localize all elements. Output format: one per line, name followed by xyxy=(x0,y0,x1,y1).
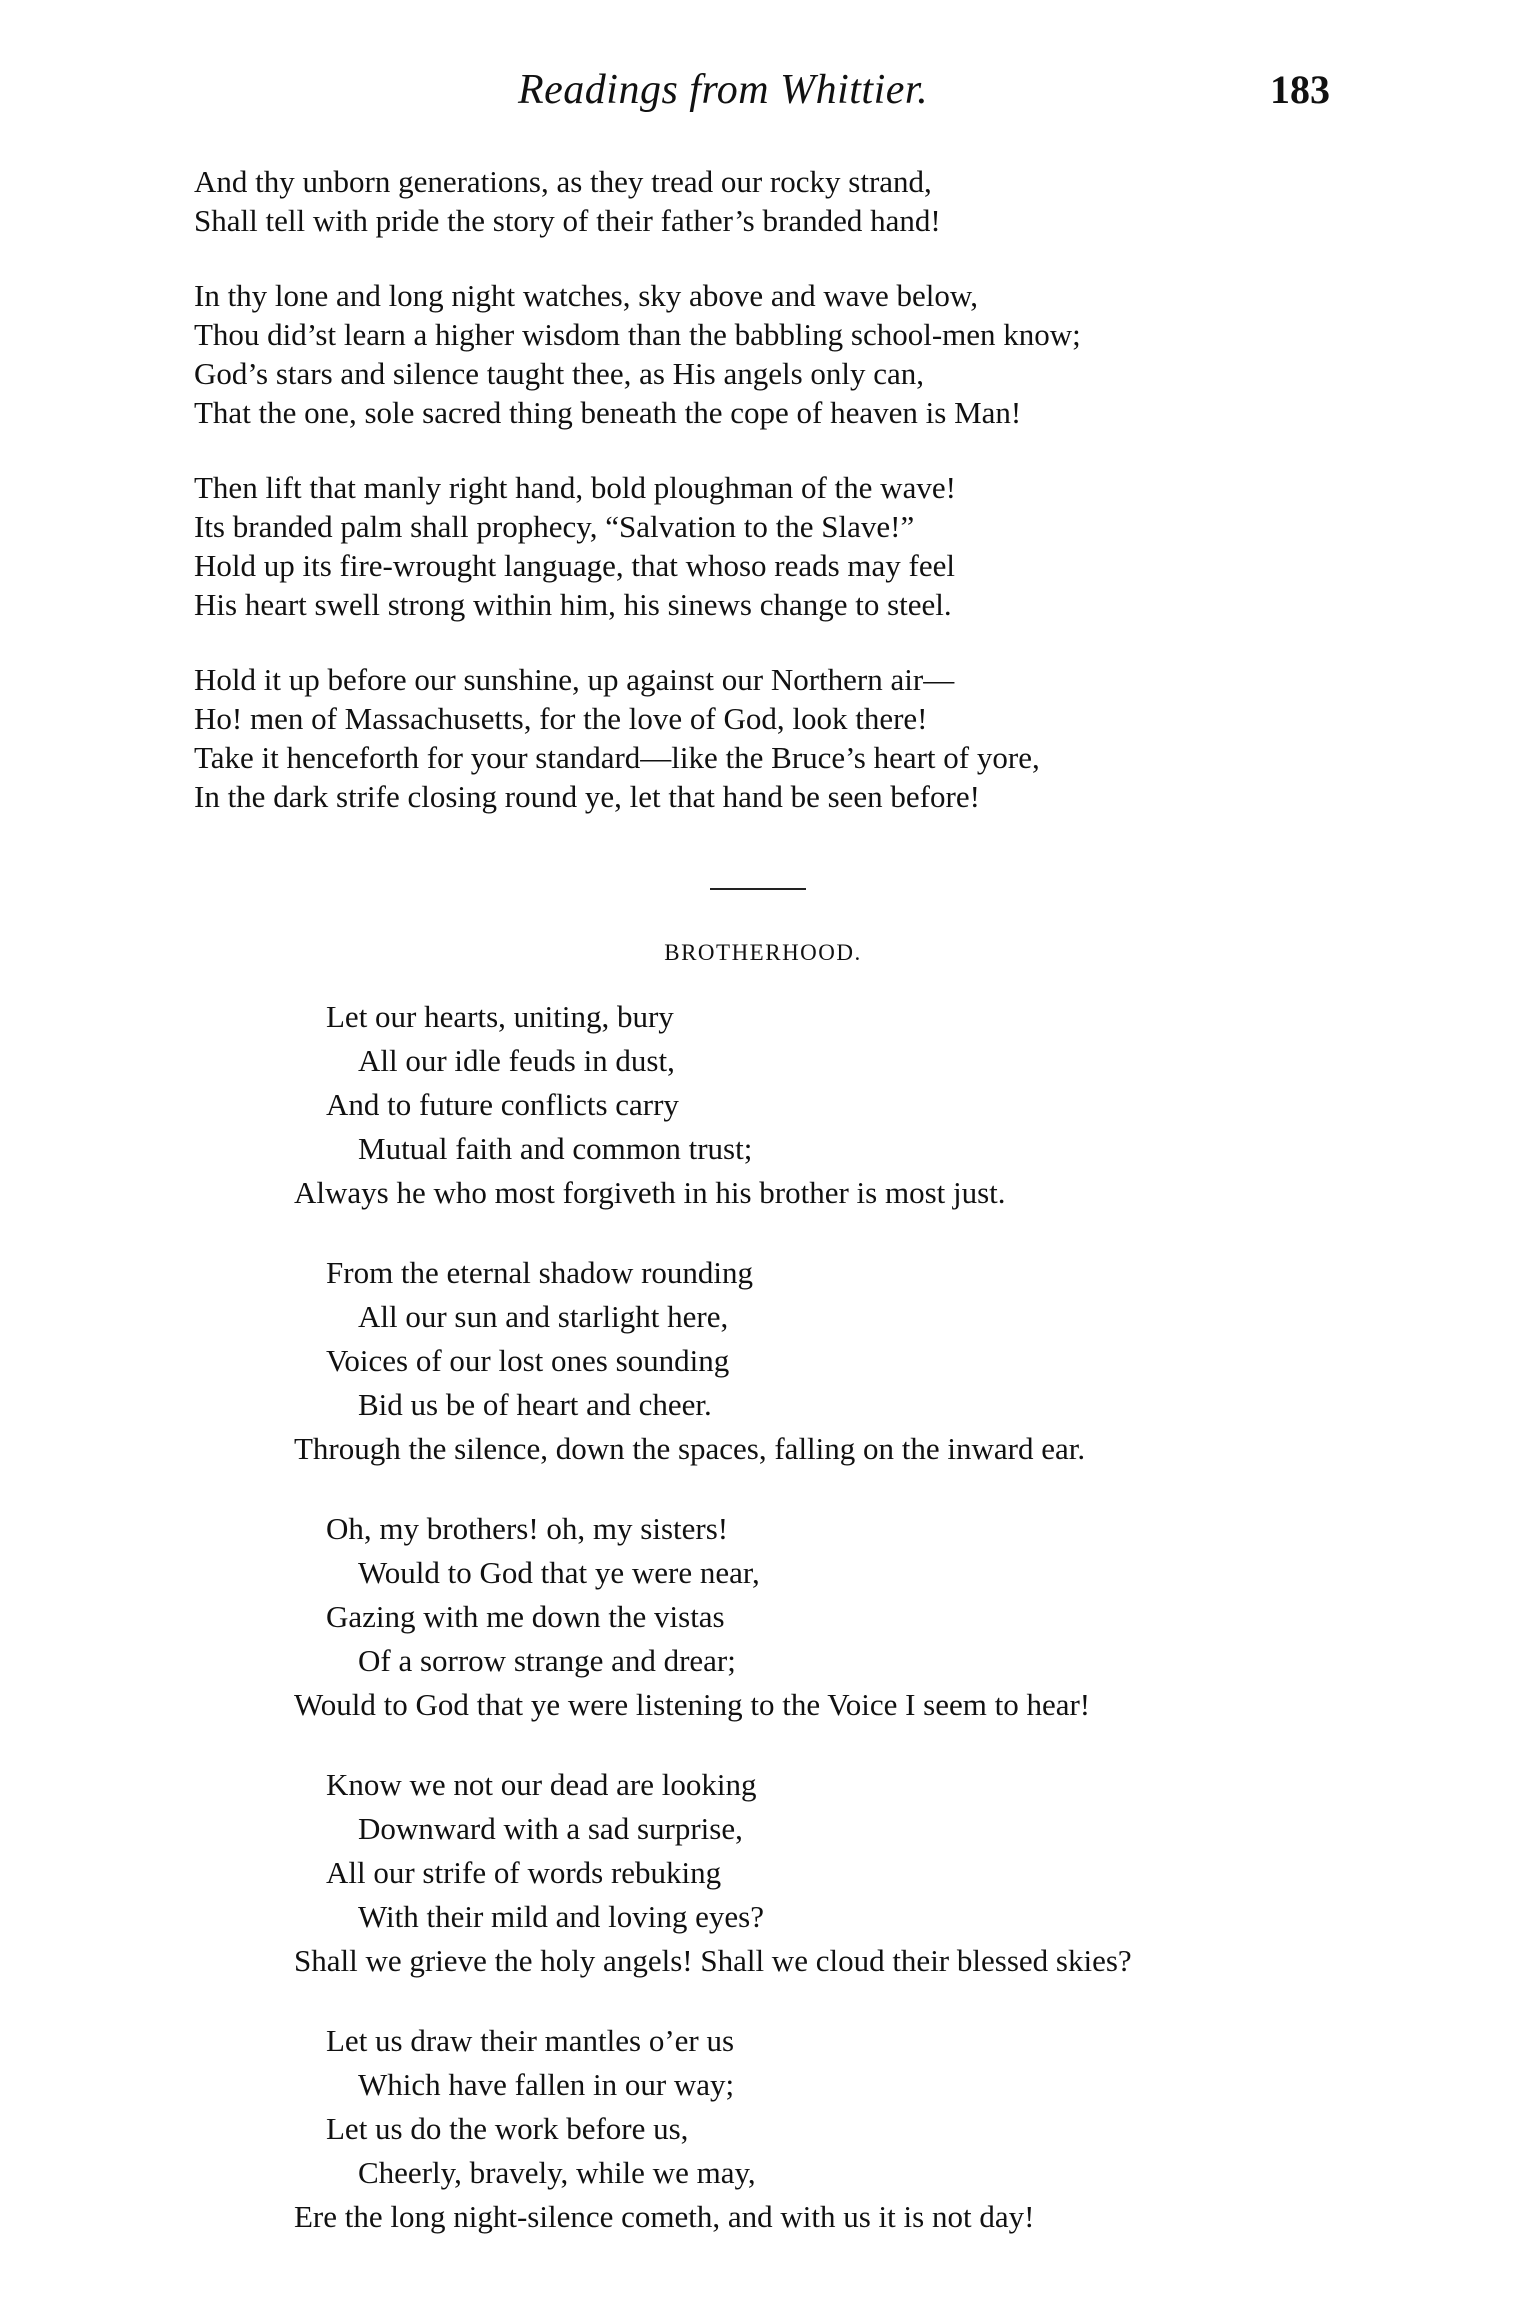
verse-line: Then lift that manly right hand, bold ploughman of the wave! xyxy=(194,470,956,505)
verse-line: Let our hearts, uniting, bury xyxy=(326,999,674,1034)
verse-line: Let us do the work before us, xyxy=(326,2111,689,2146)
verse-line: God’s stars and silence taught thee, as His angels only can, xyxy=(194,356,925,391)
verse-line: That the one, sole sacred thing beneath the cope of heaven is Man! xyxy=(194,395,1022,430)
verse-line: Shall we grieve the holy angels! Shall we cloud their blessed skies? xyxy=(294,1943,1132,1978)
verse-line: In thy lone and long night watches, sky above and wave below, xyxy=(194,278,978,313)
stanza xyxy=(294,1763,1414,1983)
verse-line: And thy unborn generations, as they tread our rocky strand, xyxy=(194,164,932,199)
verse-line: Oh, my brothers! oh, my sisters! xyxy=(326,1511,729,1546)
verse-line: Voices of our lost ones sounding xyxy=(326,1343,730,1378)
verse-line: Bid us be of heart and cheer. xyxy=(358,1387,712,1422)
section-divider xyxy=(710,888,806,890)
verse-line: Would to God that ye were near, xyxy=(358,1555,760,1590)
verse-line: Always he who most forgiveth in his brother is most just. xyxy=(294,1175,1006,1210)
stanza xyxy=(294,1507,1414,1727)
verse-line: In the dark strife closing round ye, let that hand be seen before! xyxy=(194,779,980,814)
verse-line: All our sun and starlight here, xyxy=(358,1299,729,1334)
verse-line: Mutual faith and common trust; xyxy=(358,1131,753,1166)
stanza xyxy=(294,2019,1414,2239)
verse-line: Ere the long night-silence cometh, and with us it is not day! xyxy=(294,2199,1035,2234)
stanza xyxy=(194,162,1354,240)
running-title: Readings from Whittier. xyxy=(518,67,929,113)
verse-line: All our idle feuds in dust, xyxy=(358,1043,675,1078)
page-number: 183 xyxy=(1270,67,1330,112)
verse-line: Let us draw their mantles o’er us xyxy=(326,2023,735,2058)
verse-line: Of a sorrow strange and drear; xyxy=(358,1643,736,1678)
verse-line: His heart swell strong within him, his sinews change to steel. xyxy=(194,587,952,622)
verse-line: Hold it up before our sunshine, up against our Northern air— xyxy=(194,662,955,697)
verse-line: Ho! men of Massachusetts, for the love of God, look there! xyxy=(194,701,928,736)
section-title: BROTHERHOOD. xyxy=(664,940,862,965)
top-poem xyxy=(194,162,1354,852)
verse-line: Thou did’st learn a higher wisdom than the babbling school-men know; xyxy=(194,317,1081,352)
verse-line: Would to God that ye were listening to the Voice I seem to hear! xyxy=(294,1687,1091,1722)
verse-line: And to future conflicts carry xyxy=(326,1087,679,1122)
stanza xyxy=(294,1251,1414,1471)
verse-line: With their mild and loving eyes? xyxy=(358,1899,764,1934)
stanza xyxy=(294,995,1414,1215)
verse-line: Shall tell with pride the story of their father’s branded hand! xyxy=(194,203,941,238)
verse-line: Take it henceforth for your standard—like the Bruce’s heart of yore, xyxy=(194,740,1040,775)
running-head xyxy=(0,66,1526,126)
verse-line: Downward with a sad surprise, xyxy=(358,1811,743,1846)
verse-line: Its branded palm shall prophecy, “Salvation to the Slave!” xyxy=(194,509,915,544)
verse-line: Through the silence, down the spaces, falling on the inward ear. xyxy=(294,1431,1086,1466)
verse-line: Which have fallen in our way; xyxy=(358,2067,735,2102)
verse-line: Gazing with me down the vistas xyxy=(326,1599,725,1634)
bottom-poem xyxy=(294,995,1414,2275)
verse-line: Know we not our dead are looking xyxy=(326,1767,757,1802)
verse-line: Cheerly, bravely, while we may, xyxy=(358,2155,756,2190)
stanza xyxy=(194,276,1354,432)
verse-line: All our strife of words rebuking xyxy=(326,1855,722,1890)
verse-line: Hold up its fire-wrought language, that whoso reads may feel xyxy=(194,548,956,583)
verse-line: From the eternal shadow rounding xyxy=(326,1255,754,1290)
stanza xyxy=(194,660,1354,816)
stanza xyxy=(194,468,1354,624)
